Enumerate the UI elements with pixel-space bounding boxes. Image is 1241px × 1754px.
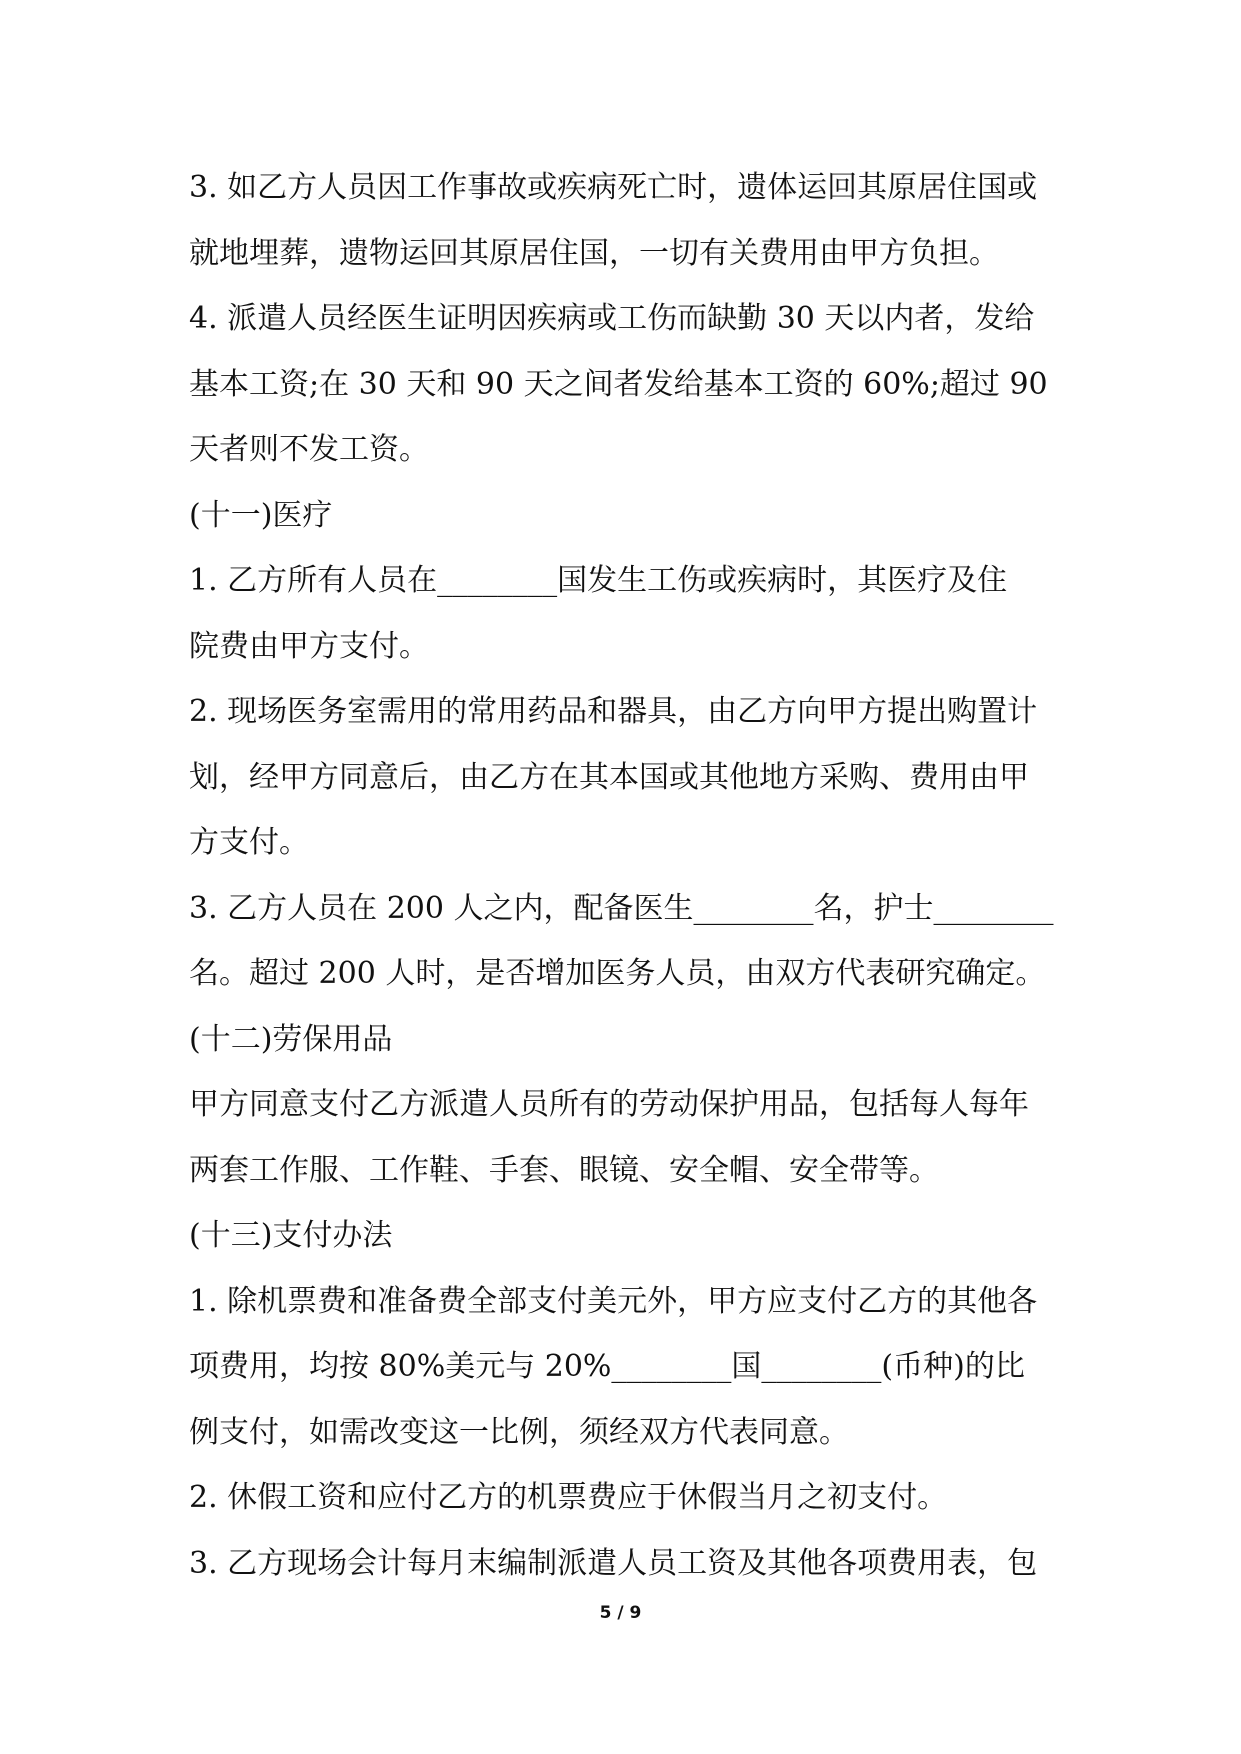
text-line: 两套工作服、工作鞋、手套、眼镜、安全帽、安全带等。 [189,1152,939,1188]
text-line: 天者则不发工资。 [189,432,429,467]
section-heading: (十一)医疗 [189,497,333,533]
text-line: 基本工资;在 30 天和 90 天之间者发给基本工资的 60%;超过 90 [189,366,1048,402]
text-line: 1. 除机票费和准备费全部支付美元外，甲方应支付乙方的其他各 [189,1283,1038,1319]
text-line: 院费由甲方支付。 [189,628,429,664]
section-heading: (十二)劳保用品 [189,1021,393,1057]
text-line: 就地埋葬，遗物运回其原居住国，一切有关费用由甲方负担。 [189,235,999,271]
text-line: 2. 现场医务室需用的常用药品和器具，由乙方向甲方提出购置计 [189,694,1038,729]
text-line: 例支付，如需改变这一比例，须经双方代表同意。 [189,1414,849,1450]
text-line: 2. 休假工资和应付乙方的机票费应于休假当月之初支付。 [189,1480,948,1515]
document-body [189,155,1069,1596]
text-line: 方支付。 [189,825,309,860]
text-line: 1. 乙方所有人员在________国发生工伤或疾病时，其医疗及住 [189,563,1008,598]
page-number: 5 / 9 [599,1603,642,1623]
text-line: 3. 如乙方人员因工作事故或疾病死亡时，遗体运回其原居住国或 [189,170,1038,205]
text-line: 划，经甲方同意后，由乙方在其本国或其他地方采购、费用由甲 [189,759,1029,795]
text-line: 项费用，均按 80%美元与 20%________国________(币种)的比 [189,1349,1025,1384]
text-line: 名。超过 200 人时，是否增加医务人员，由双方代表研究确定。 [189,956,1046,991]
section-heading: (十三)支付办法 [189,1218,393,1253]
text-line: 4. 派遣人员经医生证明因疾病或工伤而缺勤 30 天以内者，发给 [189,301,1035,336]
text-line: 3. 乙方人员在 200 人之内，配备医生________名，护士________ [189,890,1054,926]
text-line: 甲方同意支付乙方派遣人员所有的劳动保护用品，包括每人每年 [189,1087,1029,1122]
text-line: 3. 乙方现场会计每月末编制派遣人员工资及其他各项费用表，包 [189,1545,1038,1581]
